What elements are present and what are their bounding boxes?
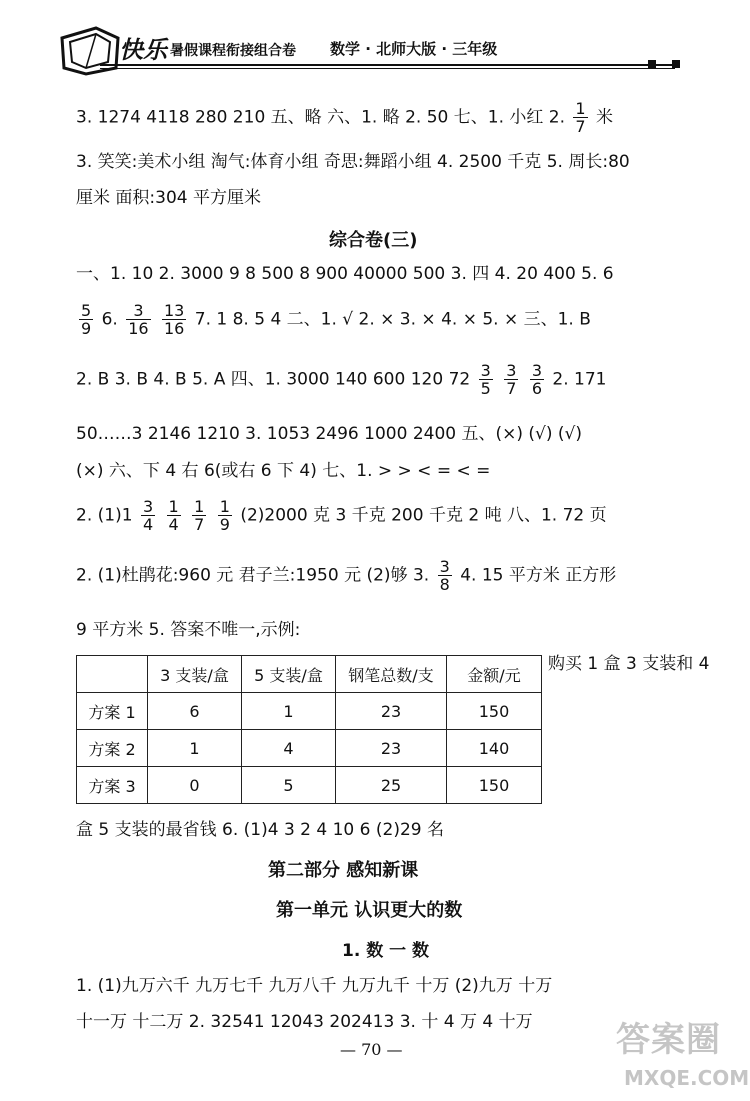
table-row bbox=[77, 767, 542, 804]
table-row bbox=[77, 730, 542, 767]
answer-text: 2. 171 bbox=[552, 369, 607, 390]
fraction: $\frac{3}{5}$ bbox=[480, 361, 491, 398]
fraction: $\frac{5}{9}$ bbox=[81, 301, 92, 338]
page-number: — 70 — bbox=[340, 1040, 403, 1059]
table-cell: 140 bbox=[447, 730, 542, 767]
fraction: $\frac{1}{9}$ bbox=[219, 497, 230, 534]
table-header-cell: 3 支装/盒 bbox=[148, 656, 242, 693]
answer-line bbox=[76, 100, 613, 135]
table-cell: 23 bbox=[336, 693, 447, 730]
answer-text: 4. 15 平方米 正方形 bbox=[460, 565, 617, 586]
lesson-title: 1. 数 一 数 bbox=[342, 941, 430, 961]
table-cell: 1 bbox=[148, 730, 242, 767]
answer-line: 十一万 十二万 2. 32541 12043 202413 3. 十 4 万 4 十万 bbox=[76, 1012, 533, 1032]
answer-text: 3. 1274 4118 280 210 五、略 六、1. 略 2. 50 七、1. 小红 2. bbox=[76, 107, 565, 128]
table-header-cell: 钢笔总数/支 bbox=[336, 656, 447, 693]
section-title: 综合卷(三) bbox=[329, 230, 418, 251]
table-cell: 25 bbox=[336, 767, 447, 804]
table-cell: 方案 1 bbox=[77, 693, 148, 730]
answer-line bbox=[76, 498, 607, 533]
unit-title: 第一单元 认识更大的数 bbox=[276, 900, 463, 921]
answer-line: 盒 5 支装的最省钱 6. (1)4 3 2 4 10 6 (2)29 名 bbox=[76, 820, 444, 840]
header-square-mark bbox=[648, 60, 656, 68]
answer-text: 7. 1 8. 5 4 二、1. √ 2. × 3. × 4. × 5. × 三、1. B bbox=[194, 309, 591, 330]
fraction: $\frac{1}{7}$ bbox=[194, 497, 205, 534]
part-title: 第二部分 感知新课 bbox=[268, 860, 419, 881]
table-cell: 5 bbox=[242, 767, 336, 804]
fraction: $\frac{3}{6}$ bbox=[531, 361, 542, 398]
table-cell: 1 bbox=[242, 693, 336, 730]
table-header-cell: 5 支装/盒 bbox=[242, 656, 336, 693]
table-cell: 方案 3 bbox=[77, 767, 148, 804]
header-square-mark bbox=[672, 60, 680, 68]
answer-text: (2)2000 克 3 千克 200 千克 2 吨 八、1. 72 页 bbox=[240, 505, 607, 526]
answer-text: 2. B 3. B 4. B 5. A 四、1. 3000 140 600 120 72 bbox=[76, 369, 471, 390]
answer-text: 2. (1)杜鹃花:960 元 君子兰:1950 元 (2)够 3. bbox=[76, 565, 430, 586]
answer-line bbox=[76, 362, 606, 397]
table-cell: 4 bbox=[242, 730, 336, 767]
answer-line: 一、1. 10 2. 3000 9 8 500 8 900 40000 500 3. 四 4. 20 400 5. 6 bbox=[76, 264, 614, 284]
table-cell: 23 bbox=[336, 730, 447, 767]
brand-title: 快乐 bbox=[119, 36, 167, 64]
answer-text: 米 bbox=[596, 107, 613, 128]
fraction: $\frac{3}{4}$ bbox=[142, 497, 154, 534]
answer-line: 1. (1)九万六千 九万七千 九万八千 九万九千 十万 (2)九万 十万 bbox=[76, 976, 553, 996]
table-cell: 150 bbox=[447, 767, 542, 804]
series-title: 暑假课程衔接组合卷 bbox=[170, 43, 296, 59]
watermark-text: 答案圈 bbox=[616, 1020, 721, 1060]
answer-text: 6. bbox=[101, 309, 118, 330]
watermark-url: MXQE.COM bbox=[624, 1066, 750, 1090]
fraction: $\frac{3}{7}$ bbox=[506, 361, 517, 398]
header-rule bbox=[100, 64, 675, 66]
answer-line: 9 平方米 5. 答案不唯一,示例: bbox=[76, 620, 301, 640]
fraction: $\frac{3}{16}$ bbox=[128, 301, 149, 338]
answer-text: 2. (1)1 bbox=[76, 505, 133, 526]
table-cell: 150 bbox=[447, 693, 542, 730]
answer-line: 厘米 面积:304 平方厘米 bbox=[76, 188, 261, 208]
answer-line: (×) 六、下 4 右 6(或右 6 下 4) 七、1. > > < = < = bbox=[76, 461, 491, 481]
header-rule-thin bbox=[100, 68, 675, 69]
side-note: 购买 1 盒 3 支装和 4 bbox=[548, 654, 710, 674]
fraction: $\frac{1}{7}$ bbox=[575, 99, 586, 136]
table-header-cell bbox=[77, 656, 148, 693]
table-cell: 6 bbox=[148, 693, 242, 730]
table-cell: 方案 2 bbox=[77, 730, 148, 767]
plan-table bbox=[76, 655, 542, 804]
subject-title: 数学 · 北师大版 · 三年级 bbox=[330, 40, 498, 58]
answer-line: 3. 笑笑:美术小组 淘气:体育小组 奇思:舞蹈小组 4. 2500 千克 5. 周长:80 bbox=[76, 152, 630, 172]
answer-line bbox=[76, 302, 591, 337]
answer-line: 50……3 2146 1210 3. 1053 2496 1000 2400 五、(×) (√) (√) bbox=[76, 424, 582, 444]
table-row bbox=[77, 693, 542, 730]
fraction: $\frac{1}{4}$ bbox=[168, 497, 179, 534]
table-header-cell: 金额/元 bbox=[447, 656, 542, 693]
table-header-row bbox=[77, 656, 542, 693]
fraction: $\frac{13}{16}$ bbox=[164, 301, 185, 338]
fraction: $\frac{3}{8}$ bbox=[439, 557, 450, 594]
answer-line bbox=[76, 558, 616, 593]
table-cell: 0 bbox=[148, 767, 242, 804]
